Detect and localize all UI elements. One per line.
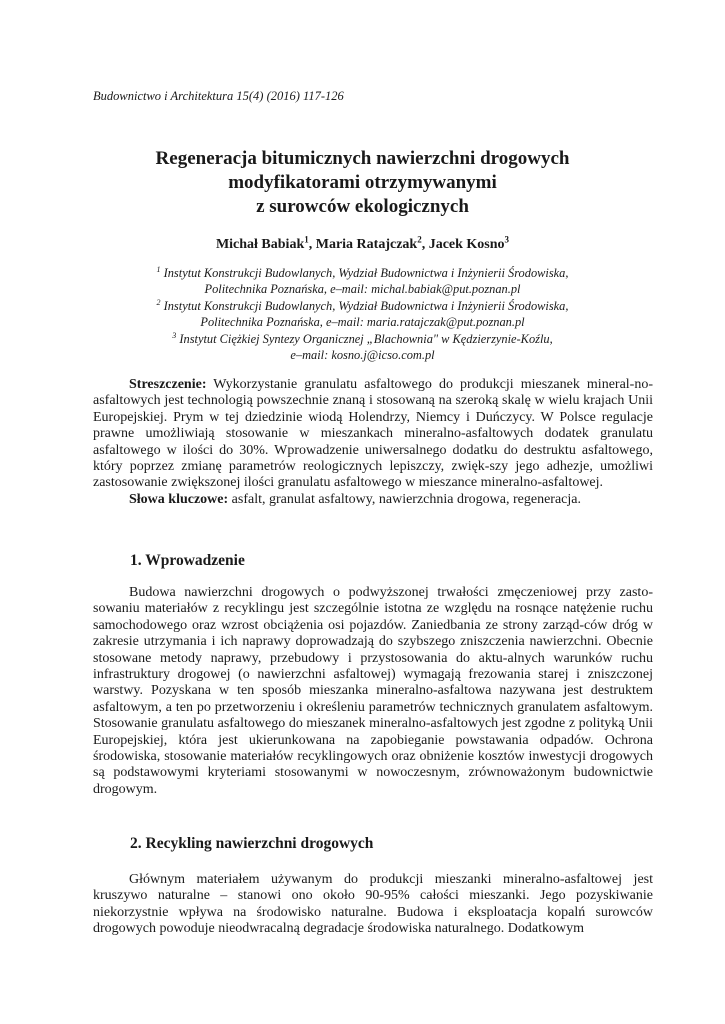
author-name: Maria Ratajczak: [315, 237, 418, 252]
paragraph: Budowa nawierzchni drogowych o podwyższonej trwałości zmęczeniowej przy zasto-sowaniu materiałów z recyklingu jest szczególnie istotna ze względu na rosnące natężenie ruchu samochodowego oraz wzrost obciążenia osi pojazdów. Zaniedbania ze strony zarząd-ców dróg w zakresie utrzymania i ich naprawy doprowadzają do szybszego zniszczenia nawierzchni. Obecnie stosowane metody naprawy, przebudowy i przystosowania do aktu-alnych warunków ruchu infrastruktury drogowej (o nawierzchni asfaltowej) wymagają frezowania starej i zniszczonej warstwy. Pozyskana w ten sposób mieszanka mineralno-asfaltowa nazywana jest destruktem asfaltowym, a ten po przetworzeniu i określeniu parametrów technicznych granulatem asfaltowym. Stosowanie granulatu asfaltowego do mieszanek mineralno-asfaltowych jest zgodne z polityką Unii Europejskiej, która jest ukierunkowana na zapobieganie powstawania odpadów. Ochrona środowiska, stosowanie materiałów recyklingowych oraz obniżenie kosztów inwestycji drogowych są podstawowymi kryteriami stosowanymi w nowoczesnym, zrównoważonym budownictwie drogowym.: [93, 585, 653, 797]
author-affiliation-marker: 2: [417, 234, 422, 245]
affiliation-text: Instytut Konstrukcji Budowlanych, Wydział Budownictwa i Inżynierii Środowiska,: [160, 298, 569, 313]
keywords-text: asfalt, granulat asfaltowy, nawierzchnia drogowa, regeneracja.: [228, 491, 581, 507]
affiliation-text: Politechnika Poznańska, e–mail: maria.ratajczak@put.poznan.pl: [200, 315, 525, 330]
section-heading-introduction: 1. Wprowadzenie: [130, 552, 245, 569]
paragraph: Głównym materiałem używanym do produkcji mieszanki mineralno-asfaltowej jest kruszywo naturalne – stanowi ono około 90-95% całości mieszanki. Jego pozyskiwanie niekorzystnie wpływa na środowisko naturalne. Budowa i eksploatacja kopalń surowców drogowych powoduje nieodwracalną degradacje środowiska naturalnego. Dodatkowym: [93, 872, 653, 937]
author-separator: ,: [421, 237, 429, 252]
affiliations: [80, 265, 645, 363]
section-body-recycling: [93, 872, 653, 938]
abstract-text: Wykorzystanie granulatu asfaltowego do produkcji mieszanek mineral-no-asfaltowych jest technologią powszechnie znaną i stosowaną na szeroką skalę w wielu krajach Unii Europejskiej. Prym w tej dziedzinie wiodą Holendrzy, Niemcy i Duńczycy. W Polsce regulacje prawne umożliwiają stosowanie w mieszankach mineralno-asfaltowych dodatek granulatu asfaltowego w ilości do 30%. Wprowadzenie uniwersalnego dodatku do destruktu asfaltowego, który poprzez zmianę parametrów reologicznych lepiszczy, zwięk-szy jego adhezje, umożliwi zastosowanie zwiększonej ilości granulatu asfaltowego w mieszance mineralno-asfaltowej.: [93, 377, 653, 491]
journal-citation: Budownictwo i Architektura 15(4) (2016) 117-126: [93, 89, 344, 103]
affiliation-text: Instytut Ciężkiej Syntezy Organicznej „Blachownia" w Kędzierzynie-Koźlu,: [176, 331, 553, 346]
affiliation-2: [80, 298, 645, 331]
title-line-2: modyfikatorami otrzymywanymi: [228, 172, 497, 193]
section-heading-recycling: 2. Recykling nawierzchni drogowych: [130, 835, 374, 852]
abstract: [93, 377, 653, 508]
abstract-label: Streszczenie:: [129, 377, 207, 392]
affiliation-marker: 2: [156, 297, 161, 307]
title-line-3: z surowców ekologicznych: [256, 196, 469, 217]
author-list: [60, 236, 665, 254]
keywords-label: Słowa kluczowe:: [129, 491, 229, 507]
affiliation-3: [80, 331, 645, 364]
affiliation-marker: 3: [172, 330, 177, 340]
affiliation-marker: 1: [156, 264, 161, 274]
author-name: Jacek Kosno: [428, 237, 505, 252]
author-separator: ,: [308, 237, 316, 252]
affiliation-text: Instytut Konstrukcji Budowlanych, Wydział Budownictwa i Inżynierii Środowiska,: [160, 266, 569, 280]
author-name: Michał Babiak: [215, 237, 305, 252]
affiliation-1: [80, 265, 645, 298]
affiliation-text: e–mail: kosno.j@icso.com.pl: [290, 348, 435, 363]
affiliation-text: Politechnika Poznańska, e–mail: michal.babiak@put.poznan.pl: [204, 282, 521, 297]
paper-title: [60, 147, 665, 219]
title-line-1: Regeneracja bitumicznych nawierzchni drogowych: [155, 148, 570, 169]
section-body-introduction: [93, 585, 653, 798]
author-affiliation-marker: 1: [304, 234, 309, 245]
author-affiliation-marker: 3: [504, 234, 510, 245]
